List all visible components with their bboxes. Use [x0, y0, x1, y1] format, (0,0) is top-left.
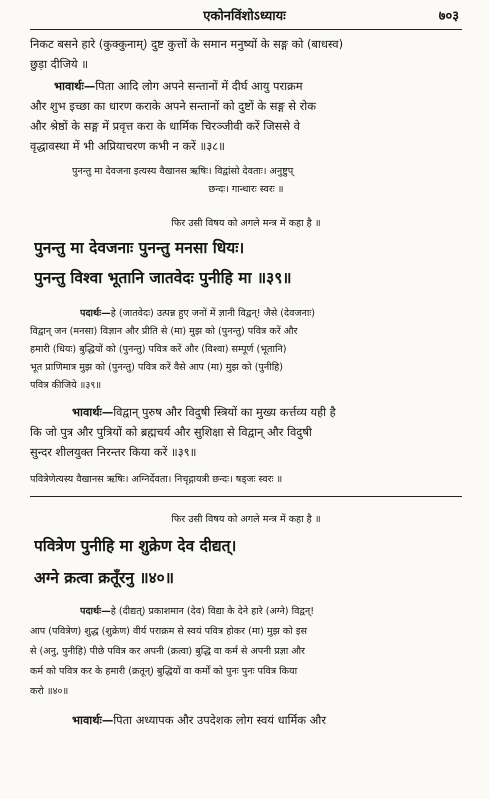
- padartha-line: पवित्र कीजिये ॥३९॥: [30, 380, 102, 391]
- padartha-line: [80, 604, 462, 619]
- bhavartha-line: सुन्दर शीलयुक्त निरन्तर किया करें ॥३९॥: [30, 445, 197, 459]
- mantra-line: पवित्रेण पुनीहि मा शुक्रेण देव दीद्यत्।: [34, 537, 237, 555]
- metadata-line: पुनन्तु मा देवजना इत्यस्य वैखानस ऋषिः। विद्वांसो देवताः। अनुष्टुप्: [72, 166, 294, 177]
- mantra-intro: फिर उसी विषय को अगले मन्त्र में कहा है ॥: [171, 218, 321, 229]
- page-number: ७०३: [438, 9, 459, 24]
- padartha-line: हमारी (धियः) बुद्धियों को (पुनन्तु) पवित्र करें और (विश्वा) सम्पूर्ण (भूतानि): [30, 344, 287, 355]
- bhavartha-line: और श्रेष्ठों के सङ्ग में प्रवृत्त करा के धार्मिक चिरञ्जीवी करें जिससे वे: [30, 119, 300, 133]
- continuation-line: छुड़ा दीजिये ॥: [30, 57, 89, 71]
- padartha-line: विद्वान् जन (मनसा) विज्ञान और प्रीति से (मा) मुझ को (पुनन्तु) पवित्र करें और: [30, 326, 298, 337]
- padartha-text: हे (जातवेदः) उत्पन्न हुए जनों में ज्ञानी विद्वन्! जैसे (देवजनाः): [110, 308, 316, 319]
- mantra-line: पुनन्तु मा देवजनाः पुनन्तु मनसा धियः।: [34, 239, 245, 257]
- mantra-intro: फिर उसी विषय को अगले मन्त्र में कहा है ॥: [171, 514, 321, 525]
- padartha-line: से (अनु, पुनीहि) पीछे पवित्र कर अपनी (क्रत्वा) बुद्धि वा कर्म से अपनी प्रज्ञा और: [30, 646, 305, 657]
- bhavartha-line: [54, 76, 462, 96]
- padartha-label: पदार्थः—: [80, 308, 111, 319]
- bhavartha-text: पिता अध्यापक और उपदेशक लोग स्वयं धार्मिक और: [113, 713, 326, 727]
- padartha-text: हे (दीद्यत्) प्रकाशमान (देव) विद्या के देने हारे (अग्ने) विद्वन्!: [110, 606, 315, 617]
- continuation-line: निकट बसने हारे (कुक्कुनाम्) दुष्ट कुत्तों के समान मनुष्यों के सङ्ग को (बाधस्व): [30, 37, 344, 51]
- padartha-line: करो ॥४०॥: [30, 686, 69, 697]
- bhavartha-line: वृद्धावस्था में भी अप्रियाचरण कभी न करें ॥३८॥: [30, 139, 226, 153]
- mantra-line: अग्ने क्रत्वा क्रतूँरनु ॥४०॥: [34, 569, 175, 587]
- header-rule: [30, 29, 462, 30]
- bhavartha-text: विद्वान् पुरुष और विदुषी स्त्रियों का मुख्य कर्त्तव्य यही है: [113, 405, 336, 419]
- bhavartha-line: [72, 402, 462, 422]
- padartha-line: आप (पवित्रेण) शुद्ध (शुक्रेण) वीर्य पराक्रम से स्वयं पवित्र होकर (मा) मुझ को इस: [30, 626, 308, 637]
- padartha-line: [80, 306, 462, 321]
- padartha-line: कर्म को पवित्र कर के हमारी (क्रतून्) बुद्धियों वा कर्मों को पुनः पुनः पवित्र किया: [30, 666, 298, 677]
- running-header: [0, 4, 489, 26]
- bhavartha-line: [72, 710, 462, 730]
- bhavartha-line: और शुभ इच्छा का धारण कराके अपने सन्तानों को दुष्टों के सङ्ग से रोक: [30, 99, 316, 113]
- bhavartha-label: भावार्थः—: [72, 405, 114, 419]
- bhavartha-text: पिता आदि लोग अपने सन्तानों में दीर्घ आयु पराक्रम: [95, 79, 303, 93]
- mantra-line: पुनन्तु विश्वा भूतानि जातवेदः पुनीहि मा ॥३९॥: [34, 269, 292, 287]
- padartha-line: भूत प्राणिमात्र मुझ को (पुनन्तु) पवित्र करें वैसे आप (मा) मुझ को (पुनीहि): [30, 362, 284, 373]
- bhavartha-label: भावार्थः—: [72, 713, 114, 727]
- section-rule: [30, 496, 462, 497]
- chapter-title: एकोनविंशोऽध्यायः: [203, 9, 286, 24]
- bhavartha-line: कि जो पुत्र और पुत्रियों को ब्रह्मचर्य और सुशिक्षा से विद्वान् और विदुषी: [30, 425, 312, 439]
- padartha-label: पदार्थः—: [80, 606, 111, 617]
- bhavartha-label: भावार्थः—: [54, 79, 96, 93]
- metadata-line: पवित्रेणेत्यस्य वैखानस ऋषिः। अग्निर्देवता। निचृद्गायत्री छन्दः। षड्जः स्वरः ॥: [30, 474, 283, 485]
- metadata-line: छन्दः। गान्धारः स्वरः ॥: [208, 184, 284, 195]
